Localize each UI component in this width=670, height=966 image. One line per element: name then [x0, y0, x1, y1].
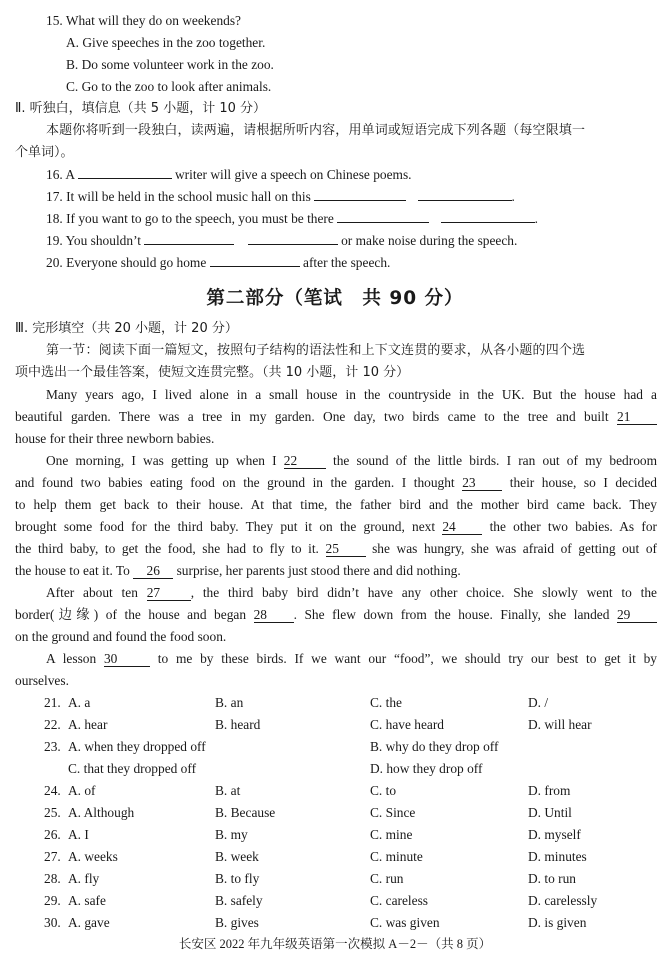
blank-30: 30: [104, 651, 150, 667]
blank-24: 24: [442, 519, 482, 535]
passage-text: . She flew down from the house. Finally, she landed: [293, 607, 610, 622]
option-d: D. will hear: [528, 717, 592, 732]
passage-text: to me by these birds. If we want our “food”, we should try our best to get it by: [157, 651, 657, 666]
section3-instructions-line2: 项中选出一个最佳答案，使短文连贯完整。（共 10 小题，计 10 分）: [15, 365, 410, 380]
section2-instructions-line1: 本题你将听到一段独白，读两遍，请根据所听内容，用单词或短语完成下列各题（每空限填一: [46, 123, 586, 138]
passage-text: , the third baby bird didn’t have any other choice. She slowly went to the: [190, 585, 657, 600]
q19-text-a: 19. You shouldn’t: [46, 233, 142, 248]
option-b: B. why do they drop off: [370, 739, 499, 754]
passage-text: she was hungry, she was afraid of getting out of: [372, 541, 657, 556]
question-16: [46, 164, 670, 186]
option-number: 23.: [44, 739, 61, 754]
option-c: C. was given: [370, 915, 440, 930]
q17-blank-1[interactable]: [314, 186, 406, 201]
option-number: 28.: [44, 871, 61, 886]
option-number: 21.: [44, 695, 61, 710]
q20-blank[interactable]: [210, 252, 300, 267]
option-b: B. week: [215, 849, 259, 864]
passage-text: the sound of the little birds. I ran out of my bedroom: [332, 453, 657, 468]
option-a: A. weeks: [68, 849, 118, 864]
option-a: A. Although: [68, 805, 135, 820]
passage-line: house for their three newborn babies.: [15, 431, 215, 446]
blank-25: 25: [326, 541, 366, 557]
option-number: 27.: [44, 849, 61, 864]
blank-27: 27: [147, 585, 191, 601]
option-d: D. is given: [528, 915, 587, 930]
q19-blank-2[interactable]: [248, 230, 338, 245]
option-c: C. mine: [370, 827, 413, 842]
option-d: D. minutes: [528, 849, 587, 864]
q18-blank-1[interactable]: [337, 208, 429, 223]
section3-heading: Ⅲ. 完形填空（共 20 小题，计 20 分）: [15, 321, 238, 336]
option-a: A. fly: [68, 871, 100, 886]
option-a: A. a: [68, 695, 91, 710]
part2-title: 第二部分（笔试 共 90 分）: [206, 288, 464, 309]
passage-text: their house, so I decided: [509, 475, 657, 490]
q16-blank[interactable]: [78, 164, 172, 179]
option-number: 24.: [44, 783, 61, 798]
question-19: [46, 230, 670, 252]
passage-text: surprise, her parents just stood there and did nothing.: [176, 563, 461, 578]
q15-stem: 15. What will they do on weekends?: [46, 13, 241, 28]
option-c: C. have heard: [370, 717, 444, 732]
option-c: C. to: [370, 783, 397, 798]
option-d: D. /: [528, 695, 549, 710]
option-c: C. run: [370, 871, 404, 886]
section3-instructions-line1: 第一节：阅读下面一篇短文，按照句子结构的语法性和上下文连贯的要求，从各小题的四个选: [46, 343, 586, 358]
blank-22: 22: [284, 453, 326, 469]
q20-text-a: 20. Everyone should go home: [46, 255, 207, 270]
option-b: B. an: [215, 695, 244, 710]
section2-instructions-line2: 个单词）。: [15, 145, 74, 160]
option-b: B. to fly: [215, 871, 260, 886]
option-d: D. how they drop off: [370, 761, 483, 776]
option-d: D. carelessly: [528, 893, 598, 908]
option-c: C. careless: [370, 893, 429, 908]
q20-text-b: after the speech.: [303, 255, 391, 270]
passage-line: on the ground and found the food soon.: [15, 629, 227, 644]
option-d: D. to run: [528, 871, 576, 886]
option-b: B. safely: [215, 893, 263, 908]
passage-text: brought some food for the third baby. They put it on the ground, next: [15, 519, 436, 534]
q17-text-a: 17. It will be held in the school music hall on this: [46, 189, 311, 204]
q15-option-c: C. Go to the zoo to look after animals.: [66, 79, 272, 94]
option-b: B. at: [215, 783, 241, 798]
option-b: B. gives: [215, 915, 259, 930]
option-a: A. gave: [68, 915, 110, 930]
q17-text-b: .: [511, 189, 515, 204]
passage-text: and found two babies eating food on the ground in the garden. I thought: [15, 475, 455, 490]
passage-text: the house to eat it. To: [15, 563, 130, 578]
option-a: A. I: [68, 827, 89, 842]
option-number: 29.: [44, 893, 61, 908]
passage-line: [15, 516, 657, 538]
question-18: [46, 208, 670, 230]
option-b: B. my: [215, 827, 248, 842]
q19-text-b: or make noise during the speech.: [341, 233, 518, 248]
passage-text: the other two babies. As for: [489, 519, 657, 534]
option-a: A. hear: [68, 717, 108, 732]
passage-line: ourselves.: [15, 673, 69, 688]
passage-text: One morning, I was getting up when I: [46, 453, 277, 468]
passage-line: [15, 604, 657, 626]
option-number: 26.: [44, 827, 61, 842]
passage-line: [46, 582, 657, 604]
option-number: 25.: [44, 805, 61, 820]
option-d: D. myself: [528, 827, 581, 842]
q16-text-a: 16. A: [46, 167, 75, 182]
blank-29: 29: [617, 607, 657, 623]
question-17: [46, 186, 670, 208]
question-20: [46, 252, 670, 274]
option-number: 22.: [44, 717, 61, 732]
option-c: C. Since: [370, 805, 416, 820]
q15-option-a: A. Give speeches in the zoo together.: [66, 35, 266, 50]
passage-text: A lesson: [46, 651, 97, 666]
passage-line: [15, 538, 657, 560]
passage-line: to help them get back to their house. At that time, the father bird and the mother bird came back. They: [15, 497, 657, 512]
option-d: D. from: [528, 783, 571, 798]
option-a: A. of: [68, 783, 96, 798]
option-b: B. Because: [215, 805, 276, 820]
blank-21: 21: [617, 409, 657, 425]
passage-text: border(边缘) of the house and began: [15, 607, 247, 622]
q16-text-b: writer will give a speech on Chinese poems.: [175, 167, 412, 182]
option-b: B. heard: [215, 717, 261, 732]
section2-heading: Ⅱ. 听独白，填信息（共 5 小题，计 10 分）: [15, 101, 267, 116]
q18-text-b: .: [534, 211, 538, 226]
q17-blank-2[interactable]: [418, 186, 512, 201]
q18-blank-2[interactable]: [441, 208, 535, 223]
option-a: A. safe: [68, 893, 106, 908]
passage-line: [15, 560, 657, 582]
passage-text: the third baby, to get the food, she had to fly to it.: [15, 541, 319, 556]
q19-blank-1[interactable]: [144, 230, 234, 245]
q15-option-b: B. Do some volunteer work in the zoo.: [66, 57, 274, 72]
blank-23: 23: [462, 475, 502, 491]
passage-text: beautiful garden. There was a tree in my garden. One day, two birds came to the tree and built: [15, 409, 609, 424]
passage-line: [46, 450, 657, 472]
passage-line: [15, 406, 657, 428]
blank-26: 26: [133, 563, 173, 579]
passage-line: [15, 472, 657, 494]
passage-line: [46, 648, 657, 670]
option-c: C. the: [370, 695, 402, 710]
passage-text: After about ten: [46, 585, 138, 600]
option-c: C. minute: [370, 849, 423, 864]
option-a: A. when they dropped off: [68, 739, 206, 754]
passage-line: Many years ago, I lived alone in a small house in the countryside in the UK. But the house had a: [46, 387, 657, 402]
option-c: C. that they dropped off: [68, 761, 197, 776]
page-footer: 长安区 2022 年九年级英语第一次模拟 A－2－（共 8 页）: [178, 937, 492, 951]
q18-text-a: 18. If you want to go to the speech, you must be there: [46, 211, 334, 226]
option-d: D. Until: [528, 805, 572, 820]
blank-28: 28: [254, 607, 294, 623]
option-number: 30.: [44, 915, 61, 930]
